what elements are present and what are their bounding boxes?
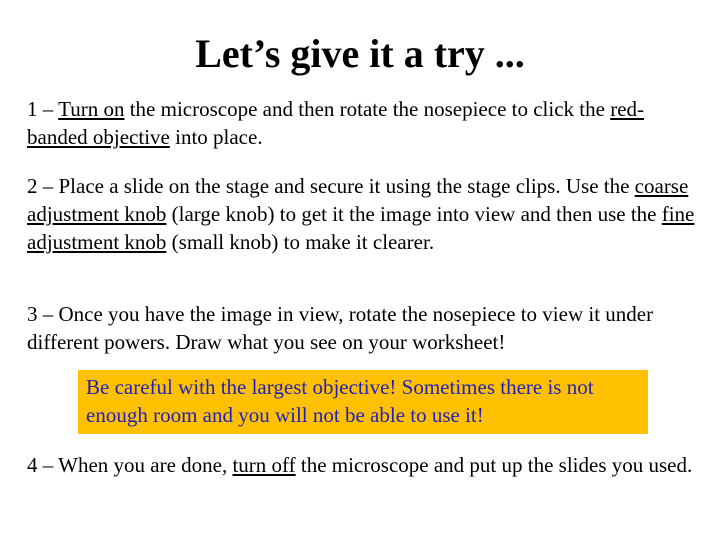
step-4-text-a: 4 – When you are done, (27, 453, 233, 477)
step-2-text-c: (small knob) to make it clearer. (166, 230, 435, 254)
step-2-text-a: 2 – Place a slide on the stage and secure it using the stage clips. Use the (27, 174, 635, 198)
step-1-term-turn-on: Turn on (58, 97, 125, 121)
step-1-text-c: into place. (169, 125, 263, 149)
step-1-instruction (27, 95, 697, 151)
warning-note-box (78, 370, 648, 434)
step-4-text-b: the microscope and put up the slides you used. (295, 453, 693, 477)
step-1-text-a: 1 – (27, 97, 59, 121)
step-2-term-fine-knob: fine adjustment knob (27, 202, 695, 254)
step-1-text-b: the microscope and then rotate the nosepiece to click the (124, 97, 611, 121)
step-4-term-turn-off: turn off (232, 453, 296, 477)
step-2-instruction (27, 172, 697, 256)
warning-note-text: Be careful with the largest objective! Sometimes there is not enough room and you will not be able to use it! (86, 375, 594, 427)
slide-title: Let’s give it a try ... (195, 31, 525, 76)
step-2-term-coarse-knob: coarse adjustment knob (27, 174, 689, 226)
step-2-text-b: (large knob) to get it the image into view and then use the (166, 202, 662, 226)
step-3-instruction: 3 – Once you have the image in view, rotate the nosepiece to view it under different powers. Draw what you see on your worksheet! (27, 302, 654, 354)
step-4-instruction (27, 451, 697, 479)
step-1-term-red-banded-objective: red-banded objective (27, 97, 645, 149)
